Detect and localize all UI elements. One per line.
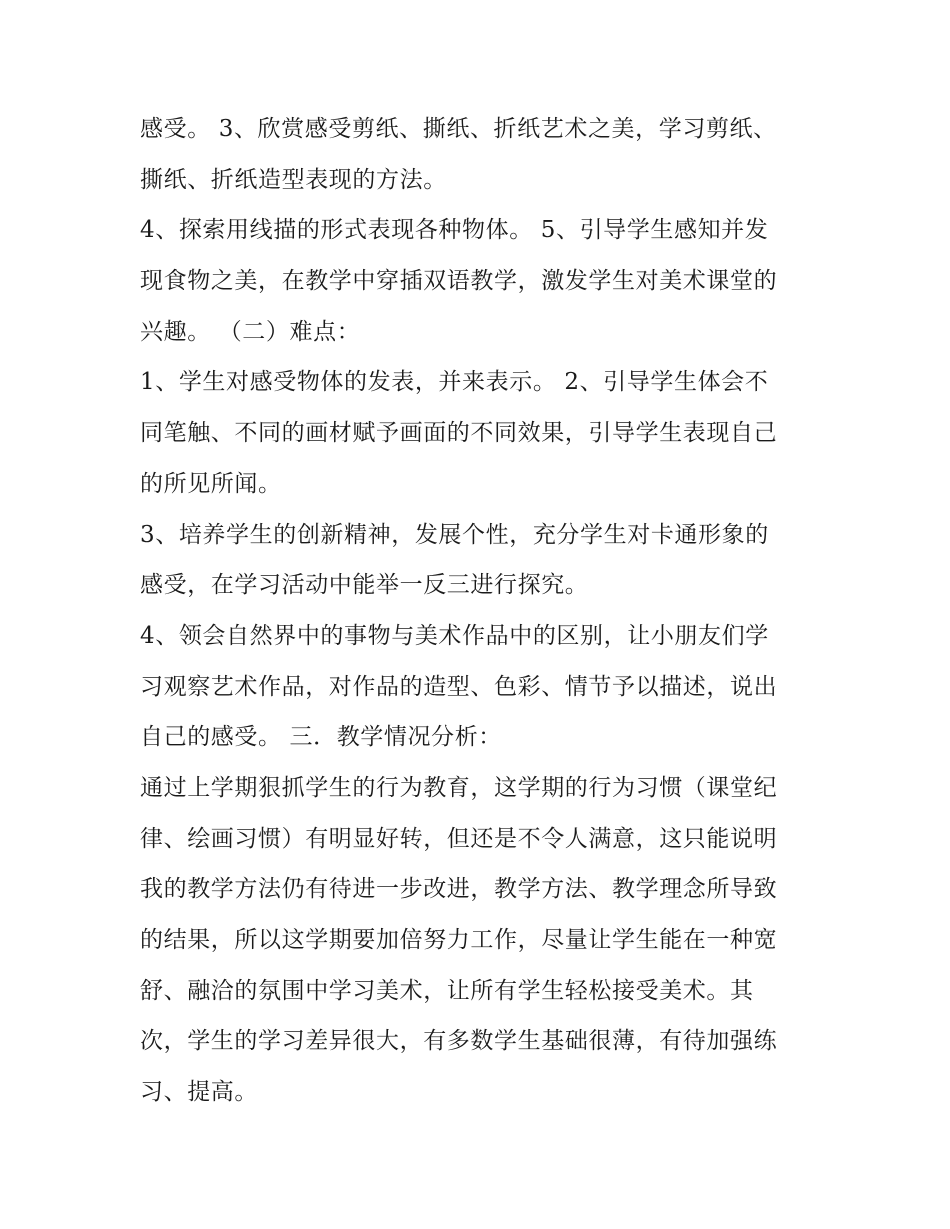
text-line: 律、绘画习惯）有明显好转，但还是不令人满意，这只能说明: [140, 825, 778, 852]
text-line: 感受，在学习活动中能举一反三进行探究。: [140, 572, 589, 599]
text-line: 撕纸、折纸造型表现的方法。: [140, 166, 447, 193]
text-line: 1、学生对感受物体的发表，并来表示。 2、引导学生体会不: [140, 369, 769, 396]
text-line: 我的教学方法仍有待进一步改进，教学方法、教学理念所导致: [140, 876, 778, 903]
text-line: 兴趣。 （二）难点：: [140, 318, 361, 345]
text-line: 感受。 3、欣赏感受剪纸、撕纸、折纸艺术之美，学习剪纸、: [140, 116, 777, 142]
text-line: 4、探索用线描的形式表现各种物体。 5、引导学生感知并发: [140, 217, 769, 244]
text-line: 同笔触、不同的画材赋予画面的不同效果，引导学生表现自己: [140, 420, 778, 447]
text-line: 的所见所闻。: [140, 470, 282, 497]
text-line: 现食物之美，在教学中穿插双语教学，激发学生对美术课堂的: [140, 268, 778, 295]
text-line: 舒、融洽的氛围中学习美术，让所有学生轻松接受美术。其: [140, 977, 754, 1004]
text-line: 的结果，所以这学期要加倍努力工作，尽量让学生能在一种宽: [140, 927, 778, 953]
text-line: 自己的感受。 三．教学情况分析：: [140, 724, 502, 751]
text-line: 习观察艺术作品，对作品的造型、色彩、情节予以描述，说出: [140, 673, 778, 700]
text-line: 次，学生的学习差异很大，有多数学生基础很薄，有待加强练: [140, 1028, 778, 1055]
text-line: 习、提高。: [140, 1079, 258, 1106]
text-line: 4、领会自然界中的事物与美术作品中的区别，让小朋友们学: [140, 622, 769, 649]
body-text: [140, 104, 830, 1118]
text-line: 通过上学期狠抓学生的行为教育，这学期的行为习惯（课堂纪: [140, 774, 778, 801]
text-line: 3、培养学生的创新精神，发展个性，充分学生对卡通形象的: [140, 521, 769, 548]
